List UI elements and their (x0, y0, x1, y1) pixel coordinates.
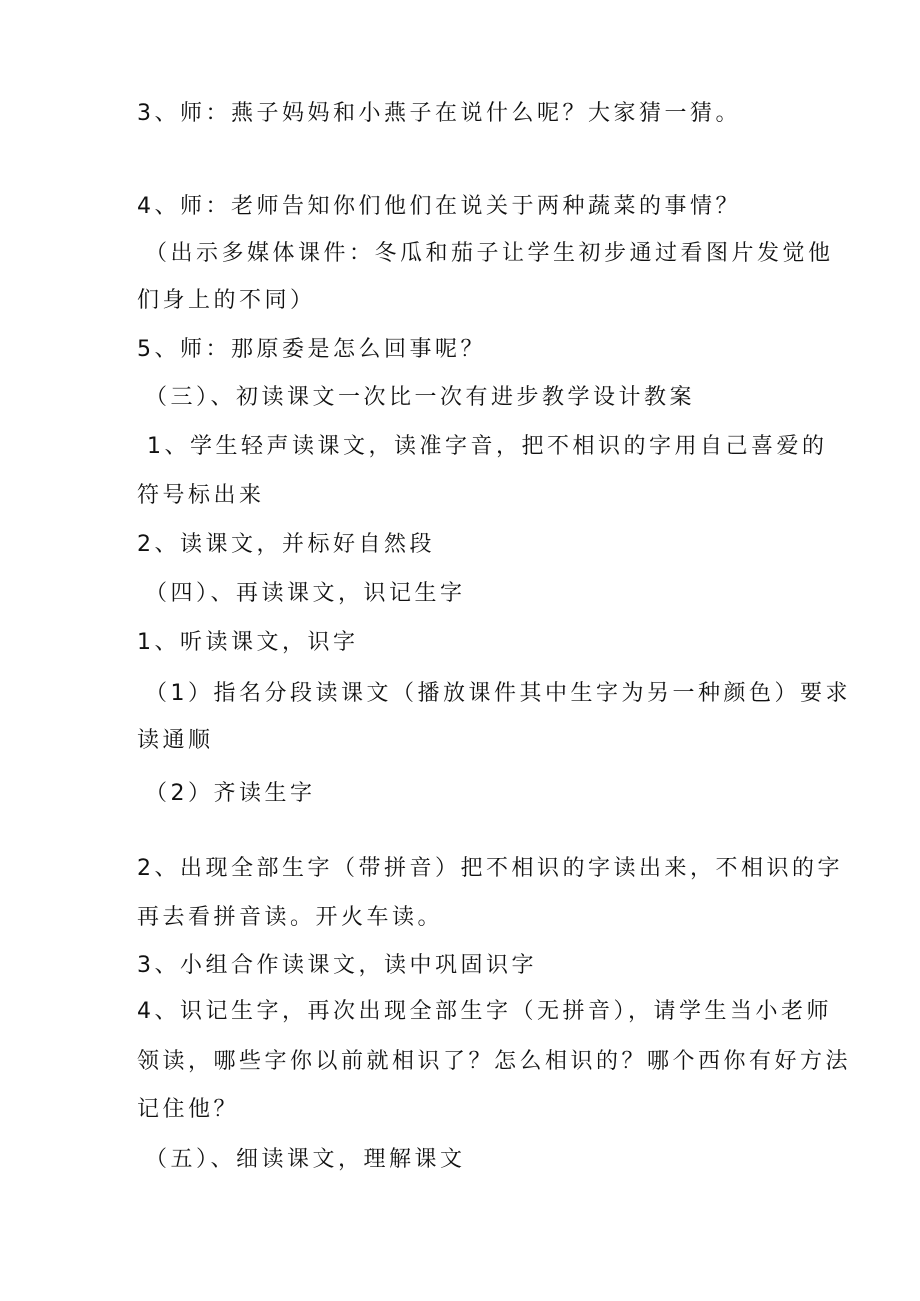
text-line: 5、师：那原委是怎么回事呢？ (137, 337, 486, 362)
text-line: 们身上的不同） (137, 288, 316, 313)
text-line: （2）齐读生字 (145, 781, 316, 806)
text-line: 1、学生轻声读课文，读准字音，把不相识的字用自己喜爱的 (147, 434, 828, 459)
text-line: 2、读课文，并标好自然段 (137, 532, 435, 557)
text-line: 1、听读课文，识字 (137, 630, 359, 655)
text-line: 读通顺 (137, 728, 214, 753)
section-heading: （四）、再读课文，识记生字 (145, 581, 466, 606)
text-line: 符号标出来 (137, 483, 265, 508)
text-line: 3、小组合作读课文，读中巩固识字 (137, 953, 537, 978)
text-line: 4、识记生字，再次出现全部生字（无拼音），请学生当小老师 (137, 999, 832, 1024)
section-heading: （三）、初读课文一次比一次有进步教学设计教案 (145, 385, 696, 410)
text-line: 3、师：燕子妈妈和小燕子在说什么呢？大家猜一猜。 (137, 101, 741, 126)
text-line: 2、出现全部生字（带拼音）把不相识的字读出来，不相识的字 (137, 856, 843, 881)
text-line: （1）指名分段读课文（播放课件其中生字为另一种颜色）要求 (145, 681, 851, 706)
text-line: 再去看拼音读。开火车读。 (137, 905, 444, 930)
text-line: 记住他？ (137, 1097, 240, 1122)
text-line: 4、师：老师告知你们他们在说关于两种蔬菜的事情？ (137, 194, 741, 219)
text-line: （出示多媒体课件：冬瓜和茄子让学生初步通过看图片发觉他 (145, 241, 834, 266)
text-line: 领读，哪些字你以前就相识了？怎么相识的？哪个西你有好方法 (137, 1049, 852, 1074)
section-heading: （五）、细读课文，理解课文 (145, 1147, 466, 1172)
